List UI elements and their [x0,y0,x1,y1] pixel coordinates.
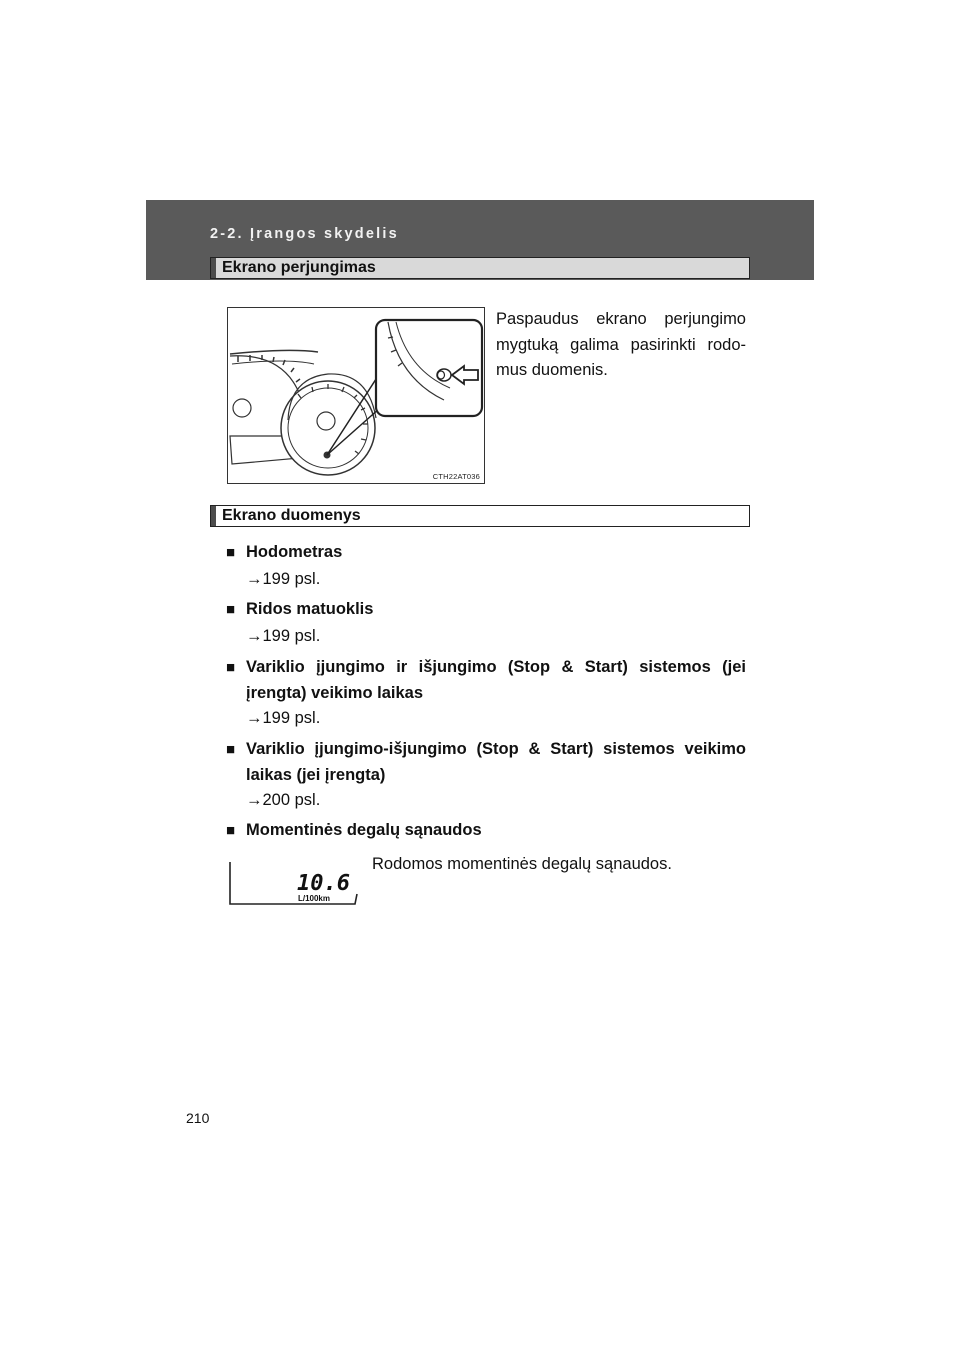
fuel-value: 10.6 [297,871,350,896]
page-reference: →200 psl. [246,791,321,809]
bullet-square-icon: ■ [226,659,236,676]
list-item-title: Variklio įjungimo ir išjungimo (Stop & Start) sistemos (jei įrengta) veikimo laikas [246,658,746,702]
page-reference: →199 psl. [246,570,321,588]
bullet-square-icon: ■ [226,822,236,839]
fuel-description: Rodomos momentinės degalų sąnaudos. [372,855,672,873]
fuel-consumption-display-illustration [229,860,359,908]
bullet-square-icon: ■ [226,601,236,618]
list-item-title: Momentinės degalų sąnaudos [246,821,482,839]
intro-paragraph: Paspaudus ekrano perjungimo mygtuką galima pasirinkti rodo-mus duomenis. [496,310,746,379]
list-item-title: Ridos matuoklis [246,600,374,618]
bullet-square-icon: ■ [226,741,236,758]
instrument-cluster-illustration [227,307,485,484]
list-item-trip-meter [226,597,746,623]
page-number: 210 [186,1110,210,1126]
bullet-square-icon: ■ [226,544,236,561]
chapter-title: 2-2. Įrangos skydelis [210,226,399,242]
section-heading-screen-switching: Ekrano perjungimas [210,257,750,279]
list-item-stop-start-operation-time [226,737,746,788]
page-reference: →199 psl. [246,709,321,727]
list-item-title: Variklio įjungimo-išjungimo (Stop & Start) sistemos veikimo laikas (jei įrengta) [246,740,746,784]
list-item-odometer [226,540,746,566]
list-item-title: Hodometras [246,543,343,561]
figure-code: CTH22AT036 [432,472,480,481]
list-item-instant-fuel [226,818,746,844]
list-item-stop-start-time [226,655,746,706]
page-reference: →199 psl. [246,627,321,645]
section-heading-display-data: Ekrano duomenys [210,505,750,527]
fuel-display-drawing [229,860,359,908]
fuel-unit: L/100km [297,894,330,903]
instrument-cluster-drawing [228,308,484,483]
